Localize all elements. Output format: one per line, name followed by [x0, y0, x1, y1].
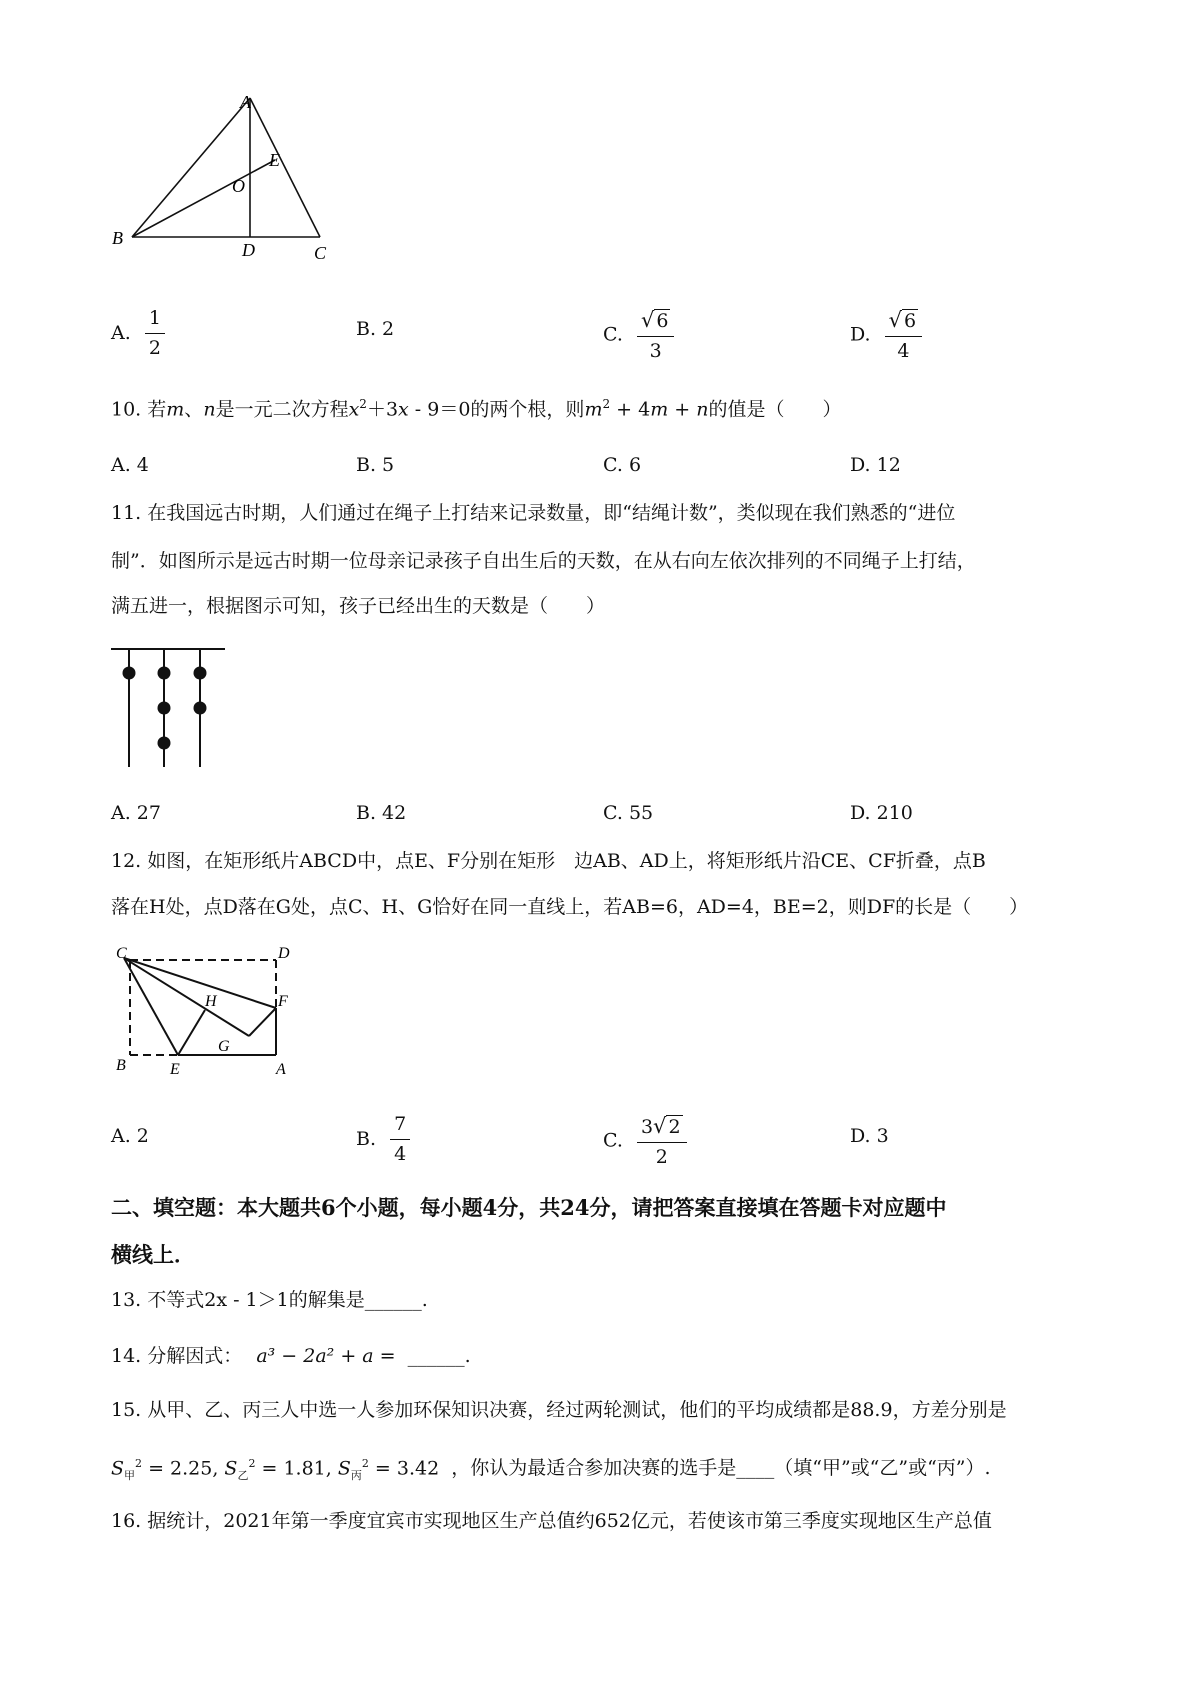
denominator: 4 — [394, 1142, 407, 1165]
vertex-label-a: A — [240, 92, 251, 112]
q9-option-d — [850, 308, 922, 363]
segment-eh — [178, 1010, 205, 1055]
vertex-label-c: C — [314, 243, 327, 263]
q14-prefix: 14. 分解因式： — [111, 1345, 243, 1367]
option-label: D. — [850, 323, 871, 346]
q9-option-a — [111, 308, 165, 360]
folded-rectangle-figure — [108, 940, 308, 1080]
denominator: 2 — [655, 1145, 668, 1168]
segment-be — [132, 160, 275, 237]
q12-line-2: 落在H处，点D落在G处，点C、H、G恰好在同一直线上，若AB=6，AD=4，BE=2，则DF的长是（ ） — [111, 896, 1029, 918]
vertex-label-f: F — [278, 993, 288, 1010]
triangle-figure — [112, 88, 372, 288]
factor-expression: a³ − 2a² + a = — [256, 1345, 396, 1367]
vertex-label-c: C — [116, 945, 127, 962]
knot — [194, 667, 207, 680]
knot — [194, 702, 207, 715]
q15-text: ，你认为最适合参加决赛的选手是____（填“甲”或“乙”或“丙”）. — [451, 1457, 991, 1480]
q11-option-b: B. 42 — [356, 802, 407, 824]
vertex-label-a: A — [276, 1061, 286, 1078]
q16-line-1: 16. 据统计，2021年第一季度宜宾市实现地区生产总值约652亿元，若使该市第三季度实现地区生产总值 — [111, 1510, 992, 1532]
q12-option-c — [603, 1114, 687, 1169]
q11-option-c: C. 55 — [603, 802, 654, 824]
vertex-label-b: B — [112, 228, 123, 248]
radical-sign: √ — [653, 1114, 667, 1138]
numerator — [637, 1114, 687, 1143]
q15-line-2 — [111, 1458, 991, 1481]
exponent: 2 — [359, 397, 367, 411]
expression-part: + — [668, 398, 697, 421]
exponent: 2 — [135, 1457, 143, 1470]
answer-blank: ______. — [407, 1345, 471, 1367]
variance-value: = 1.81, — [255, 1457, 332, 1480]
var-m: m — [166, 398, 185, 421]
numerator — [637, 308, 674, 337]
expression-part: + 4 — [610, 398, 651, 421]
exponent: 2 — [602, 397, 611, 411]
q12-option-d: D. 3 — [850, 1125, 889, 1147]
radicand: 6 — [904, 310, 917, 332]
vertex-label-h: H — [205, 993, 217, 1010]
vertex-label-e: E — [269, 150, 280, 170]
radicand: 6 — [656, 310, 669, 332]
fraction-3sqrt2-over-2 — [637, 1114, 687, 1169]
q12-option-a: A. 2 — [111, 1125, 149, 1147]
separator: 、 — [184, 398, 204, 421]
q10-suffix: 的值是（ ） — [708, 398, 842, 421]
fraction-seven-quarters — [390, 1114, 410, 1166]
variance-value: = 2.25, — [142, 1457, 219, 1480]
knot — [158, 737, 171, 750]
denominator: 4 — [897, 339, 910, 362]
option-label: A. — [111, 321, 131, 344]
subscript: 甲 — [124, 1469, 136, 1483]
q11-option-a: A. 27 — [111, 802, 161, 824]
fraction-sqrt6-over-3 — [637, 308, 674, 363]
exponent: 2 — [361, 1457, 369, 1470]
knot — [123, 667, 136, 680]
knot — [158, 667, 171, 680]
q12-option-b — [356, 1114, 410, 1166]
coefficient: 3 — [640, 1116, 654, 1138]
option-label: C. — [603, 1129, 623, 1152]
q12-line-1: 12. 如图，在矩形纸片ABCD中，点E、F分别在矩形 边AB、AD上，将矩形纸片沿CE、CF折叠，点B — [111, 850, 986, 872]
numerator — [885, 308, 922, 337]
option-label: B. — [356, 1127, 377, 1150]
knotted-rope-figure — [108, 645, 228, 770]
section-heading-line-2: 横线上． — [111, 1242, 195, 1267]
q9-option-c — [603, 308, 674, 363]
section-heading-line-1: 二、填空题：本大题共6个小题，每小题4分，共24分，请把答案直接填在答题卡对应题中 — [111, 1195, 947, 1220]
equation-part: ＋3 — [366, 398, 399, 421]
var-n: n — [203, 398, 216, 421]
variance-s: S — [111, 1457, 125, 1480]
exponent: 2 — [248, 1457, 256, 1470]
var-n: n — [696, 398, 709, 421]
denominator: 2 — [148, 336, 161, 359]
q11-line-3: 满五进一，根据图示可知，孩子已经出生的天数是（ ） — [111, 595, 606, 617]
q14-stem — [111, 1347, 471, 1366]
q10-option-a: A. 4 — [111, 454, 149, 476]
subscript: 丙 — [350, 1469, 362, 1483]
numerator: 1 — [145, 308, 165, 334]
var-m: m — [584, 398, 603, 421]
option-label: C. — [603, 323, 623, 346]
var-x: x — [398, 398, 409, 421]
vertex-label-d: D — [242, 240, 255, 260]
fraction-sqrt6-over-4 — [885, 308, 922, 363]
q10-stem — [111, 398, 842, 419]
q15-line-1: 15. 从甲、乙、丙三人中选一人参加环保知识决赛，经过两轮测试，他们的平均成绩都是88.9，方差分别是 — [111, 1399, 1007, 1421]
vertex-label-o: O — [232, 176, 245, 196]
q10-option-d: D. 12 — [850, 454, 901, 476]
q11-line-1: 11. 在我国远古时期，人们通过在绳子上打结来记录数量，即“结绳计数”，类似现在我们熟悉的“进位 — [111, 502, 956, 524]
subscript: 乙 — [237, 1469, 249, 1483]
q9-option-b: B. 2 — [356, 318, 395, 340]
segment-ab — [132, 98, 250, 237]
segment-cg — [124, 958, 249, 1036]
variance-s: S — [224, 1457, 238, 1480]
vertex-label-d: D — [278, 945, 290, 962]
radicand: 2 — [668, 1116, 681, 1138]
knot — [158, 702, 171, 715]
denominator: 3 — [649, 339, 662, 362]
q10-text: 是一元二次方程 — [215, 398, 349, 421]
q10-option-c: C. 6 — [603, 454, 642, 476]
numerator: 7 — [390, 1114, 410, 1140]
radical-sign: √ — [640, 308, 655, 332]
variance-value: = 3.42 — [368, 1457, 440, 1480]
q13-stem: 13. 不等式2x - 1＞1的解集是______. — [111, 1289, 428, 1311]
q10-prefix: 10. 若 — [111, 398, 167, 421]
q11-line-2: 制”．如图所示是远古时期一位母亲记录孩子自出生后的天数，在从右向左依次排列的不同绳子上打结， — [111, 550, 976, 572]
q11-option-d: D. 210 — [850, 802, 913, 824]
var-x: x — [348, 398, 360, 421]
vertex-label-e: E — [170, 1061, 180, 1078]
var-m: m — [650, 398, 669, 421]
fraction-one-half — [145, 308, 165, 360]
variance-s: S — [337, 1457, 351, 1480]
q10-option-b: B. 5 — [356, 454, 395, 476]
vertex-label-g: G — [218, 1038, 230, 1055]
radical-sign: √ — [888, 308, 903, 332]
segment-gf — [249, 1008, 276, 1036]
q10-text: - 9＝0的两个根，则 — [408, 398, 585, 421]
vertex-label-b: B — [116, 1057, 126, 1074]
